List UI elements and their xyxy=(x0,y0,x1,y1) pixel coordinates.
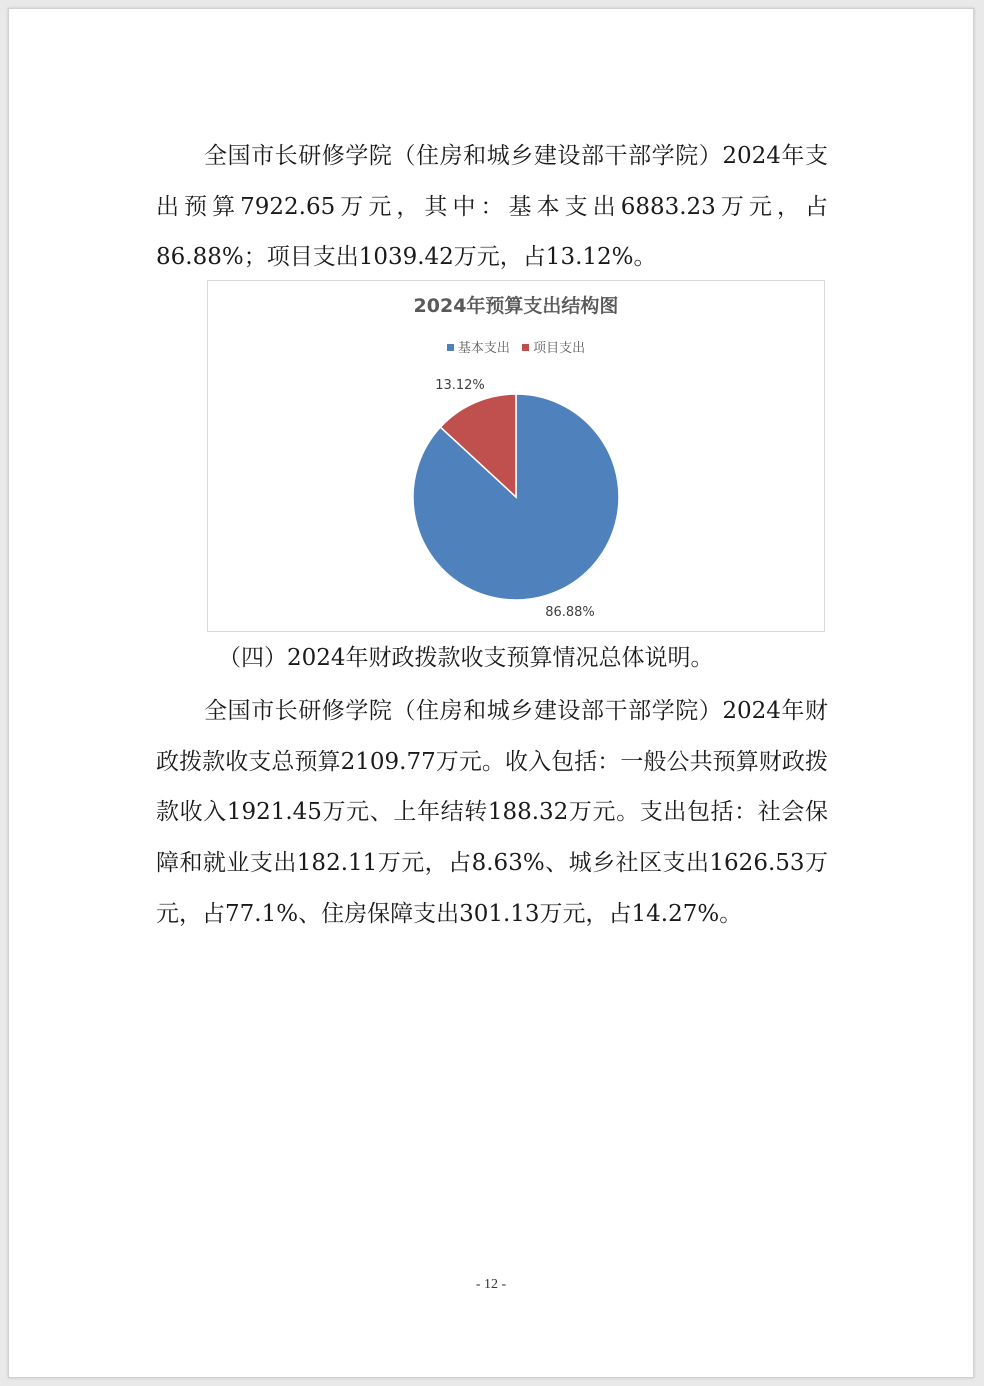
legend-label-basic: 基本支出 xyxy=(457,341,510,356)
data-label-project: 13.12% xyxy=(435,378,485,393)
legend-label-project: 项目支出 xyxy=(533,341,586,356)
paragraph-appropriation-budget: 全国市长研修学院（住房和城乡建设部干部学院）2024年财政拨款收支总预算2109.77万元。收入包括：一般公共预算财政拨款收入1921.45万元、上年结转188.32万元。支出包括：社会保障和就业支出182.11万元，占8.63%、城乡社区支出1626.53万元，占77.1%、住房保障支出301.13万元，占14.27%。 xyxy=(156,698,828,927)
section-heading-4: （四）2024年财政拨款收支预算情况总体说明。 xyxy=(218,645,714,671)
pie-chart xyxy=(207,280,825,632)
paragraph-expenditure-budget: 全国市长研修学院（住房和城乡建设部干部学院）2024年支出预算7922.65万元，其中：基本支出6883.23万元，占86.88%；项目支出1039.42万元，占13.12%。 xyxy=(156,143,828,271)
pie-plot xyxy=(208,281,824,631)
data-label-basic: 86.88% xyxy=(545,605,595,620)
page-number: - 12 - xyxy=(475,1277,507,1292)
chart-title: 2024年预算支出结构图 xyxy=(413,295,619,317)
document-page xyxy=(8,8,974,1378)
